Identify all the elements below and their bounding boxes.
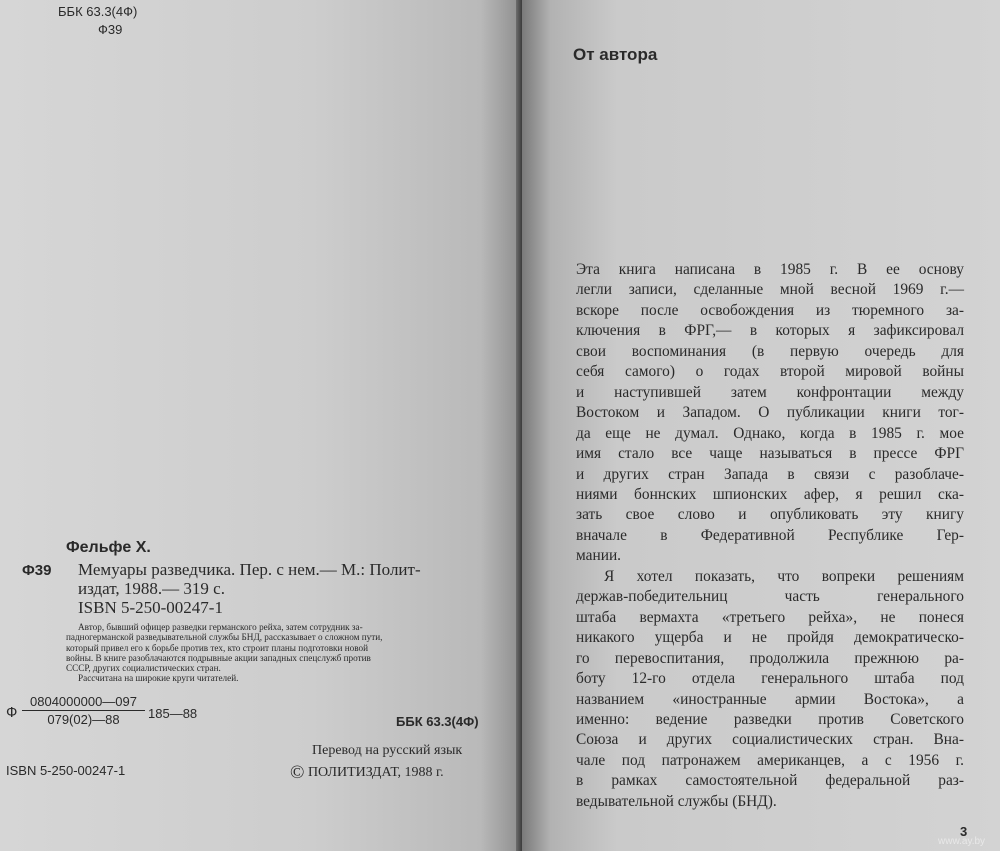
author-name: Фельфе X. xyxy=(66,539,151,556)
text-line: никакого ущерба и не пройдя демократическо- xyxy=(576,629,964,647)
text-line: чале под патронажем американцев, а с 1956 г. xyxy=(576,751,964,769)
annotation-line: войны. В книге разоблачаются подрывные акции западных спецслужб против xyxy=(66,652,371,663)
translation-note: Перевод на русский язык xyxy=(312,743,463,758)
isbn: ISBN 5-250-00247-1 xyxy=(6,763,126,778)
text-line: го перевоспитания, продолжила прежнюю ра- xyxy=(576,649,964,667)
text-line: зать свое слово и опубликовать эту книгу xyxy=(576,506,964,524)
text-line: да еще не думал. Однако, когда в 1985 г. мое xyxy=(576,424,964,442)
text-line: легли записи, сделанные мной весной 1969 г.— xyxy=(576,281,964,299)
text-line: Союза и других социалистических стран. Вна- xyxy=(576,731,964,749)
publisher-year: ПОЛИТИЗДАТ, 1988 г. xyxy=(307,765,444,780)
catalog-line: ISBN 5-250-00247-1 xyxy=(78,598,223,617)
text-line: названием «иностранные армии Востока», а xyxy=(576,690,964,708)
preface-text xyxy=(576,260,964,812)
fraction-denominator: 079(02)—88 xyxy=(47,712,120,727)
page-number: 3 xyxy=(960,824,968,839)
publication-fraction xyxy=(22,694,145,727)
annotation-line: падногерманской разведывательной службы БНД, рассказывает о сложном пути, xyxy=(66,632,383,643)
text-line: ведывательной службы (БНД). xyxy=(576,792,777,810)
annotation-line: Рассчитана на широкие круги читателей. xyxy=(78,673,239,684)
text-line: Востоком и Западом. О публикации книги тог- xyxy=(576,404,964,422)
section-heading: От автора xyxy=(573,45,658,64)
annotation-line: который привел его к борьбе против тех, кто строит планы подготовки новой xyxy=(66,642,369,653)
annotation-line: Автор, бывший офицер разведки германского рейха, затем сотрудник за- xyxy=(78,622,363,632)
catalog-code: Ф39 xyxy=(22,562,52,579)
watermark: www.ay.by xyxy=(938,836,986,847)
text-line: ключения в ФРГ,— в которых я зафиксировал xyxy=(576,322,964,340)
fraction-side-code: 185—88 xyxy=(148,706,198,721)
text-line: и наступившей затем конфронтации между xyxy=(576,383,964,401)
text-line: держав-победительниц часть генерального xyxy=(576,588,964,606)
text-line: имя стало все чаще называться в прессе ФРГ xyxy=(576,445,964,463)
author-mark-top: Ф39 xyxy=(98,22,123,37)
fraction-numerator: 0804000000—097 xyxy=(22,694,145,711)
text-line: вначале в Федеративной Республике Гер- xyxy=(576,526,964,544)
bbk-code-top: ББК 63.3(4Ф) xyxy=(58,4,138,19)
text-line: Я хотел показать, что вопреки решениям xyxy=(604,567,964,585)
catalog-entry xyxy=(66,560,506,617)
text-line: себя самого) о годах второй мировой войны xyxy=(576,363,964,381)
text-line: ниями боннских шпионских афер, я решил ска- xyxy=(576,485,964,503)
annotation xyxy=(66,622,506,684)
fraction-prefix: Ф xyxy=(6,704,18,721)
text-line: штаба вермахта «третьего рейха», не понеся xyxy=(576,608,964,626)
text-line: вскоре после освобождения из тюремного за- xyxy=(576,301,964,319)
bbk-code-bottom: ББК 63.3(4Ф) xyxy=(396,714,479,729)
text-line: и других стран Запада в связи с разоблаче- xyxy=(576,465,964,483)
text-line: свои воспоминания (в первую очередь для xyxy=(576,342,964,360)
copyright-icon: © xyxy=(290,762,305,783)
catalog-line: издат, 1988.— 319 с. xyxy=(78,579,225,598)
text-line: боту 12-го отдела генерального штаба под xyxy=(576,670,964,688)
copyright-line xyxy=(290,762,444,784)
text-line: Эта книга написана в 1985 г. В ее основу xyxy=(576,261,964,278)
catalog-line: Мемуары разведчика. Пер. с нем.— М.: Полит- xyxy=(78,560,421,579)
annotation-line: СССР, других социалистических стран. xyxy=(66,663,221,674)
text-line: мании. xyxy=(576,547,622,565)
text-line: именно: ведение разведки против Советского xyxy=(576,710,964,728)
text-line: в рамках самостоятельной федеральной раз- xyxy=(576,772,964,790)
